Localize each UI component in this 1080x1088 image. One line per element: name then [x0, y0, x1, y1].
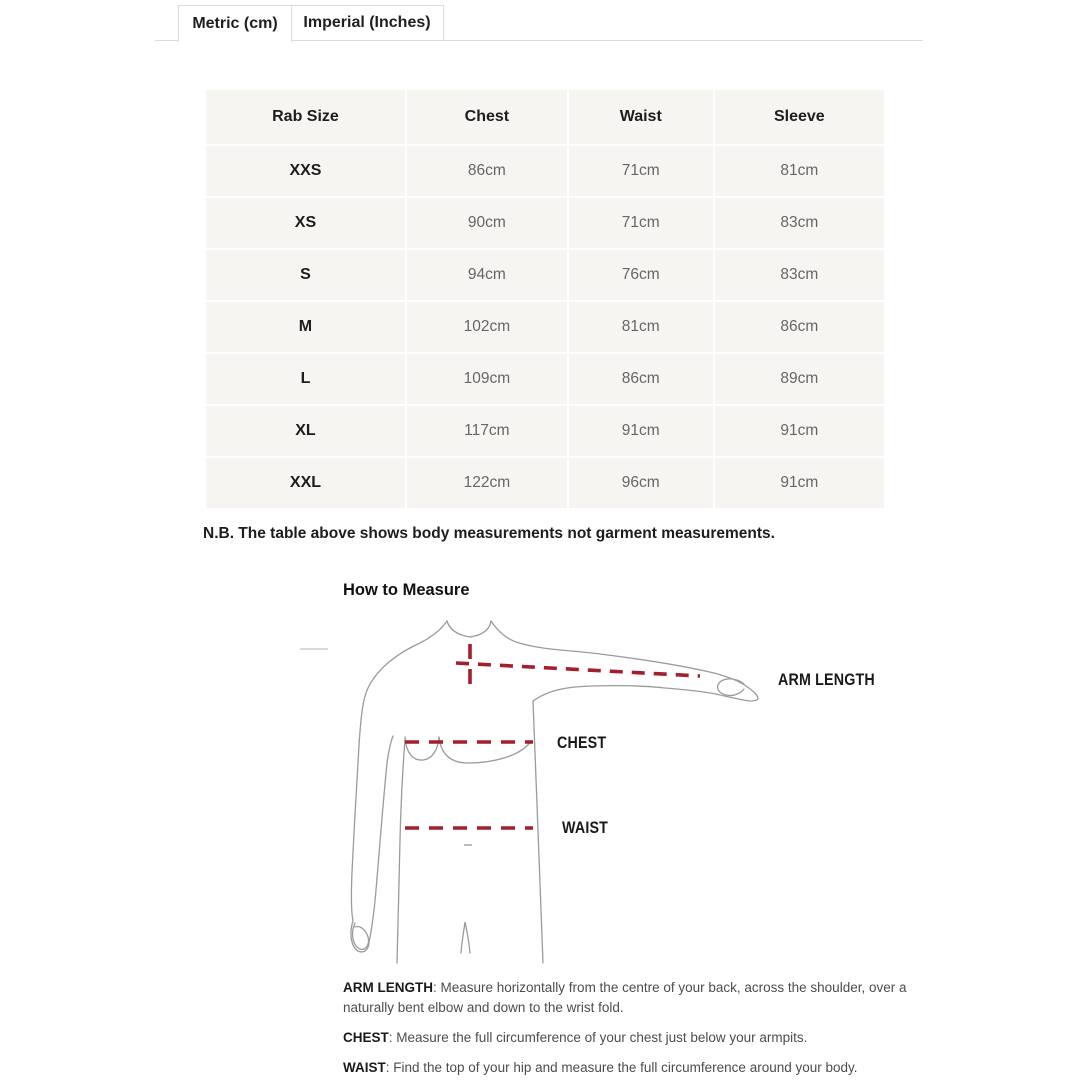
value-cell: 109cm	[407, 354, 567, 404]
waist-label: WAIST	[562, 818, 609, 837]
value-cell: 96cm	[569, 458, 713, 508]
size-cell: XXS	[206, 146, 405, 196]
body-measurements-note: N.B. The table above shows body measurements not garment measurements.	[203, 525, 775, 542]
table-row	[206, 250, 884, 300]
divider-fragment	[300, 648, 328, 650]
size-table-header-row	[206, 90, 884, 144]
size-cell: XXL	[206, 458, 405, 508]
value-cell: 71cm	[569, 198, 713, 248]
value-cell: 117cm	[407, 406, 567, 456]
value-cell: 89cm	[715, 354, 884, 404]
column-header: Rab Size	[206, 90, 405, 144]
size-table-body	[206, 146, 884, 508]
value-cell: 81cm	[569, 302, 713, 352]
size-cell: S	[206, 250, 405, 300]
value-cell: 76cm	[569, 250, 713, 300]
size-table	[204, 88, 886, 510]
value-cell: 83cm	[715, 250, 884, 300]
size-cell: XS	[206, 198, 405, 248]
arm-length-label: ARM LENGTH	[778, 670, 875, 689]
body-measurement-diagram	[330, 603, 780, 975]
measurement-lines	[405, 644, 700, 828]
value-cell: 86cm	[407, 146, 567, 196]
value-cell: 94cm	[407, 250, 567, 300]
value-cell: 86cm	[715, 302, 884, 352]
table-row	[206, 354, 884, 404]
body-outline	[351, 621, 758, 963]
table-row	[206, 198, 884, 248]
table-row	[206, 146, 884, 196]
chest-label: CHEST	[557, 733, 607, 752]
size-cell: M	[206, 302, 405, 352]
instructions	[343, 978, 929, 1088]
column-header: Waist	[569, 90, 713, 144]
instruction-label: ARM LENGTH	[343, 980, 433, 995]
value-cell: 81cm	[715, 146, 884, 196]
instruction-item: CHEST: Measure the full circumference of your chest just below your armpits.	[343, 1030, 808, 1045]
value-cell: 71cm	[569, 146, 713, 196]
instruction-item: WAIST: Find the top of your hip and measure the full circumference around your body.	[343, 1060, 858, 1075]
instruction-item: ARM LENGTH: Measure horizontally from the centre of your back, across the shoulder, over a naturally bent elbow and down to the wrist fold.	[343, 980, 907, 1015]
table-row	[206, 406, 884, 456]
value-cell: 102cm	[407, 302, 567, 352]
tab-imperial[interactable]: Imperial (Inches)	[291, 5, 444, 40]
size-cell: XL	[206, 406, 405, 456]
table-row	[206, 458, 884, 508]
size-cell: L	[206, 354, 405, 404]
how-to-measure-heading: How to Measure	[343, 581, 470, 599]
instruction-label: WAIST	[343, 1060, 386, 1075]
value-cell: 91cm	[715, 458, 884, 508]
value-cell: 83cm	[715, 198, 884, 248]
tab-metric[interactable]: Metric (cm)	[178, 5, 292, 42]
table-row	[206, 302, 884, 352]
value-cell: 86cm	[569, 354, 713, 404]
value-cell: 91cm	[715, 406, 884, 456]
arm-length-line	[456, 663, 700, 676]
column-header: Sleeve	[715, 90, 884, 144]
value-cell: 122cm	[407, 458, 567, 508]
instruction-label: CHEST	[343, 1030, 389, 1045]
value-cell: 91cm	[569, 406, 713, 456]
column-header: Chest	[407, 90, 567, 144]
value-cell: 90cm	[407, 198, 567, 248]
